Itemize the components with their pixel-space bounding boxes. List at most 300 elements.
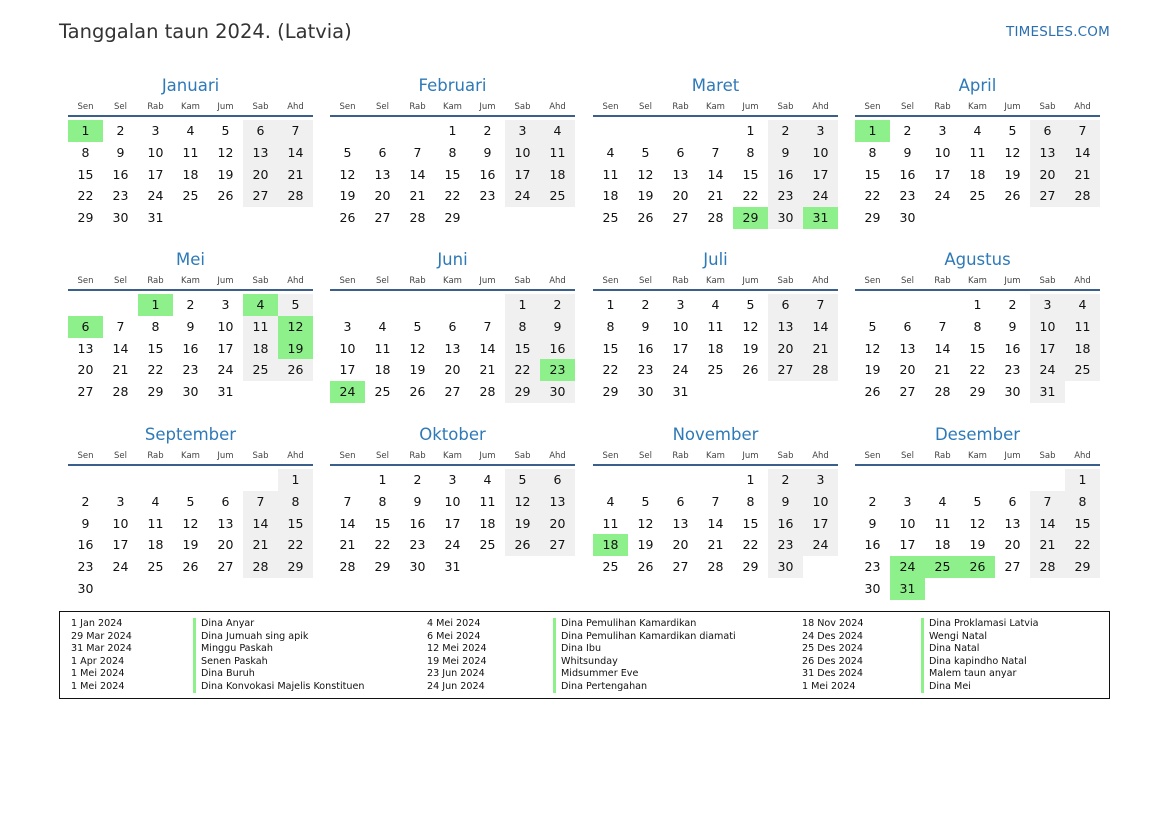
weekday-label: Rab [409, 102, 426, 112]
day-cell: 19 [505, 513, 540, 535]
weekday-label: Kam [181, 451, 200, 461]
holiday-date: 6 Mei 2024 [427, 630, 481, 642]
day-cell: 14 [409, 166, 426, 182]
day-cell: 11 [147, 515, 164, 531]
day-cell: 21 [803, 338, 838, 360]
day-cell: 12 [969, 515, 986, 531]
day-cell: 25 [707, 362, 724, 378]
holiday-day-cell: 25 [925, 556, 960, 578]
day-grid [593, 469, 838, 578]
day-cell: 8 [278, 491, 313, 513]
holiday-name: Dina Anyar [201, 618, 255, 629]
day-cell: 17 [505, 164, 540, 186]
day-cell: 20 [77, 362, 94, 378]
day-cell: 27 [444, 384, 461, 400]
day-cell: 18 [147, 537, 164, 553]
empty-cell [925, 469, 960, 491]
day-cell: 3 [221, 297, 230, 312]
holiday-name: Dina Pertengahan [561, 680, 648, 692]
day-cell: 2 [641, 297, 650, 312]
day-cell: 8 [378, 493, 387, 509]
day-cell: 28 [707, 559, 724, 575]
day-cell: 15 [742, 166, 759, 182]
day-cell: 6 [768, 294, 803, 316]
empty-cell [103, 469, 138, 491]
weekday-label: Sel [901, 102, 914, 112]
day-cell: 14 [479, 340, 496, 356]
empty-cell [138, 469, 173, 491]
day-cell: 22 [77, 188, 94, 204]
day-cell: 6 [903, 318, 912, 334]
day-cell: 15 [77, 166, 94, 182]
day-cell: 10 [934, 144, 951, 160]
day-cell: 12 [409, 340, 426, 356]
holiday-name: Dina Ibu [561, 643, 602, 654]
day-cell: 27 [243, 185, 278, 207]
month-title: Januari [161, 76, 220, 95]
day-cell: 20 [540, 513, 575, 535]
day-cell: 30 [540, 381, 575, 403]
weekday-label: Ahd [1074, 102, 1091, 112]
holiday-names-column [193, 618, 364, 693]
day-cell: 23 [479, 188, 496, 204]
day-cell: 29 [969, 384, 986, 400]
day-cell: 3 [676, 297, 685, 312]
day-cell: 5 [641, 144, 650, 160]
day-cell: 26 [505, 534, 540, 556]
day-cell: 30 [1004, 384, 1021, 400]
day-cell: 25 [182, 188, 199, 204]
holiday-date: 29 Mar 2024 [71, 630, 132, 642]
empty-cell [855, 469, 890, 491]
day-cell: 14 [707, 166, 724, 182]
day-cell: 23 [768, 185, 803, 207]
empty-cell [628, 469, 663, 491]
day-cell: 9 [641, 318, 650, 334]
day-cell: 12 [637, 515, 654, 531]
day-cell: 29 [374, 559, 391, 575]
day-cell: 17 [112, 537, 129, 553]
weekday-header [855, 100, 1100, 117]
holiday-day-cell: 6 [68, 316, 103, 338]
weekday-label: Sel [639, 102, 652, 112]
day-cell: 5 [1008, 123, 1017, 138]
holiday-day-cell: 19 [278, 338, 313, 360]
weekday-label: Sab [252, 102, 269, 112]
empty-cell [925, 294, 960, 316]
weekday-label: Rab [147, 451, 164, 461]
empty-cell [330, 469, 365, 491]
weekday-label: Ahd [812, 451, 829, 461]
day-cell: 15 [278, 513, 313, 535]
day-cell: 3 [505, 120, 540, 142]
month-title: Juni [437, 250, 468, 269]
day-cell: 10 [112, 515, 129, 531]
weekday-label: Rab [147, 102, 164, 112]
day-cell: 7 [711, 493, 720, 509]
day-cell: 12 [1004, 144, 1021, 160]
day-cell: 4 [606, 493, 615, 509]
day-cell: 8 [81, 144, 90, 160]
day-cell: 22 [602, 362, 619, 378]
weekday-label: Ahd [549, 102, 566, 112]
weekday-label: Kam [968, 451, 987, 461]
day-cell: 17 [1030, 338, 1065, 360]
day-cell: 15 [1065, 513, 1100, 535]
day-cell: 26 [742, 362, 759, 378]
weekday-label: Kam [968, 102, 987, 112]
weekday-label: Sen [77, 276, 94, 286]
day-cell: 13 [1030, 142, 1065, 164]
weekday-label: Jum [217, 276, 234, 286]
day-cell: 28 [479, 384, 496, 400]
day-cell: 17 [803, 513, 838, 535]
day-cell: 2 [116, 123, 125, 138]
day-cell: 9 [186, 318, 195, 334]
day-cell: 25 [243, 359, 278, 381]
day-cell: 18 [374, 362, 391, 378]
weekday-label: Ahd [287, 102, 304, 112]
weekday-label: Sab [514, 102, 531, 112]
day-cell: 11 [479, 493, 496, 509]
holiday-name: Dina Proklamasi Latvia [929, 618, 1039, 629]
day-cell: 16 [768, 164, 803, 186]
page-title: Tanggalan taun 2024. (Latvia) [59, 20, 352, 43]
holiday-day-cell: 24 [330, 381, 365, 403]
day-cell: 10 [803, 491, 838, 513]
holiday-dates-column [427, 618, 487, 693]
day-cell: 28 [409, 210, 426, 226]
day-cell: 30 [768, 207, 803, 229]
day-cell: 8 [973, 318, 982, 334]
empty-cell [400, 294, 435, 316]
day-cell: 3 [448, 472, 457, 487]
day-cell: 23 [77, 559, 94, 575]
day-cell: 3 [803, 469, 838, 491]
day-cell: 7 [343, 493, 352, 509]
day-cell: 11 [1065, 316, 1100, 338]
holiday-day-cell: 1 [68, 120, 103, 142]
holiday-name: Dina Pemulihan Kamardikan [561, 618, 697, 629]
weekday-label: Sen [602, 451, 619, 461]
day-cell: 20 [768, 338, 803, 360]
day-cell: 10 [672, 318, 689, 334]
day-cell: 13 [444, 340, 461, 356]
day-cell: 6 [676, 493, 685, 509]
holiday-dates-column [71, 618, 132, 693]
holiday-date: 31 Des 2024 [802, 668, 864, 679]
day-cell: 7 [1065, 120, 1100, 142]
empty-cell [243, 469, 278, 491]
month-title: November [672, 425, 759, 444]
weekday-label: Ahd [1074, 276, 1091, 286]
weekday-label: Sen [864, 451, 881, 461]
weekday-label: Kam [181, 276, 200, 286]
weekday-label: Kam [443, 102, 462, 112]
weekday-label: Rab [409, 276, 426, 286]
day-cell: 4 [186, 123, 195, 138]
empty-cell [68, 294, 103, 316]
day-cell: 5 [505, 469, 540, 491]
holiday-date: 1 Mei 2024 [71, 668, 125, 679]
month-title: Desember [934, 425, 1021, 444]
empty-cell [103, 294, 138, 316]
month-juni [330, 248, 575, 403]
holiday-date: 24 Jun 2024 [427, 680, 485, 692]
day-cell: 24 [505, 185, 540, 207]
empty-cell [365, 294, 400, 316]
weekday-header [330, 100, 575, 117]
weekday-header [330, 274, 575, 291]
day-cell: 2 [1008, 297, 1017, 312]
day-cell: 1 [606, 297, 615, 312]
day-cell: 29 [147, 384, 164, 400]
day-cell: 3 [343, 318, 352, 334]
day-cell: 19 [637, 537, 654, 553]
day-cell: 18 [602, 188, 619, 204]
day-cell: 9 [903, 144, 912, 160]
day-cell: 7 [938, 318, 947, 334]
day-cell: 6 [243, 120, 278, 142]
holiday-name: Midsummer Eve [561, 668, 639, 679]
day-cell: 22 [742, 537, 759, 553]
day-cell: 8 [505, 316, 540, 338]
holiday-name: Wengi Natal [929, 630, 988, 642]
day-cell: 5 [186, 493, 195, 509]
day-cell: 5 [343, 144, 352, 160]
day-cell: 13 [243, 142, 278, 164]
holiday-day-cell: 23 [540, 359, 575, 381]
weekday-label: Sel [376, 276, 389, 286]
day-cell: 18 [969, 166, 986, 182]
weekday-label: Sel [376, 102, 389, 112]
day-cell: 29 [1065, 556, 1100, 578]
month-mei [68, 248, 313, 403]
weekday-label: Ahd [549, 451, 566, 461]
day-cell: 13 [217, 515, 234, 531]
month-oktober [330, 423, 575, 578]
weekday-label: Rab [147, 276, 164, 286]
weekday-label: Sab [252, 451, 269, 461]
day-cell: 31 [1030, 381, 1065, 403]
day-cell: 3 [151, 123, 160, 138]
weekday-label: Sen [602, 276, 619, 286]
holiday-date: 23 Jun 2024 [427, 668, 485, 679]
day-cell: 26 [864, 384, 881, 400]
weekday-label: Sab [1039, 276, 1056, 286]
day-cell: 10 [899, 515, 916, 531]
day-cell: 7 [803, 294, 838, 316]
day-cell: 6 [1030, 120, 1065, 142]
day-cell: 5 [278, 294, 313, 316]
day-cell: 7 [278, 120, 313, 142]
day-cell: 13 [540, 491, 575, 513]
weekday-label: Jum [217, 102, 234, 112]
day-cell: 23 [1004, 362, 1021, 378]
day-cell: 4 [151, 493, 160, 509]
holiday-date: 18 Nov 2024 [802, 618, 864, 629]
day-cell: 1 [505, 294, 540, 316]
day-cell: 15 [969, 340, 986, 356]
day-cell: 19 [637, 188, 654, 204]
day-cell: 18 [540, 164, 575, 186]
day-cell: 5 [413, 318, 422, 334]
empty-cell [890, 469, 925, 491]
day-cell: 23 [637, 362, 654, 378]
day-cell: 7 [243, 491, 278, 513]
day-cell: 2 [81, 493, 90, 509]
holiday-date: 25 Des 2024 [802, 643, 864, 654]
day-cell: 27 [1030, 185, 1065, 207]
day-cell: 3 [116, 493, 125, 509]
day-cell: 10 [505, 142, 540, 164]
day-cell: 15 [374, 515, 391, 531]
day-cell: 25 [602, 210, 619, 226]
day-grid [855, 294, 1100, 403]
day-cell: 12 [339, 166, 356, 182]
day-cell: 17 [217, 340, 234, 356]
day-cell: 2 [483, 123, 492, 138]
day-cell: 31 [217, 384, 234, 400]
day-cell: 30 [768, 556, 803, 578]
empty-cell [330, 294, 365, 316]
weekday-label: Jum [1004, 102, 1021, 112]
day-cell: 21 [1030, 534, 1065, 556]
day-cell: 9 [483, 144, 492, 160]
day-cell: 19 [217, 166, 234, 182]
day-cell: 3 [803, 120, 838, 142]
empty-cell [995, 469, 1030, 491]
empty-cell [698, 469, 733, 491]
holiday-name: Minggu Paskah [201, 643, 273, 654]
day-cell: 28 [934, 384, 951, 400]
weekday-label: Ahd [287, 276, 304, 286]
day-cell: 26 [182, 559, 199, 575]
weekday-label: Sab [514, 276, 531, 286]
weekday-header [855, 274, 1100, 291]
weekday-label: Kam [706, 102, 725, 112]
day-cell: 28 [1030, 556, 1065, 578]
day-cell: 5 [641, 493, 650, 509]
weekday-label: Ahd [812, 276, 829, 286]
day-grid [593, 120, 838, 229]
day-cell: 8 [746, 144, 755, 160]
holiday-date: 26 Des 2024 [802, 655, 864, 667]
day-cell: 28 [803, 359, 838, 381]
day-cell: 8 [1065, 491, 1100, 513]
day-cell: 28 [243, 556, 278, 578]
day-cell: 14 [112, 340, 129, 356]
day-cell: 7 [116, 318, 125, 334]
day-cell: 9 [413, 493, 422, 509]
weekday-label: Ahd [549, 276, 566, 286]
site-link[interactable]: TIMESLES.COM [1006, 24, 1110, 40]
day-cell: 10 [803, 142, 838, 164]
day-cell: 8 [448, 144, 457, 160]
holiday-name: Whitsunday [561, 655, 618, 667]
weekday-label: Jum [1004, 276, 1021, 286]
day-cell: 18 [479, 515, 496, 531]
weekday-label: Sel [901, 451, 914, 461]
day-cell: 7 [711, 144, 720, 160]
day-cell: 21 [1065, 164, 1100, 186]
empty-cell [890, 294, 925, 316]
day-cell: 30 [182, 384, 199, 400]
day-cell: 4 [973, 123, 982, 138]
day-cell: 19 [969, 537, 986, 553]
empty-cell [960, 469, 995, 491]
day-cell: 18 [1065, 338, 1100, 360]
day-cell: 26 [278, 359, 313, 381]
day-cell: 5 [746, 297, 755, 312]
weekday-header [330, 449, 575, 466]
holiday-date: 31 Mar 2024 [71, 643, 132, 654]
day-cell: 9 [1008, 318, 1017, 334]
day-cell: 11 [969, 144, 986, 160]
weekday-label: Sen [339, 451, 356, 461]
day-cell: 22 [444, 188, 461, 204]
holiday-date: 1 Mei 2024 [71, 680, 125, 692]
day-cell: 21 [409, 188, 426, 204]
empty-cell [663, 120, 698, 142]
day-cell: 11 [602, 166, 619, 182]
weekday-header [855, 449, 1100, 466]
day-cell: 31 [147, 210, 164, 226]
day-cell: 12 [637, 166, 654, 182]
month-september [68, 423, 313, 600]
day-cell: 25 [969, 188, 986, 204]
day-cell: 14 [1065, 142, 1100, 164]
day-cell: 21 [707, 537, 724, 553]
day-cell: 19 [742, 340, 759, 356]
weekday-label: Sen [77, 102, 94, 112]
weekday-label: Sab [777, 276, 794, 286]
day-cell: 18 [243, 338, 278, 360]
day-cell: 20 [243, 164, 278, 186]
empty-cell [330, 120, 365, 142]
day-cell: 30 [864, 580, 881, 596]
day-cell: 6 [221, 493, 230, 509]
day-cell: 16 [112, 166, 129, 182]
day-cell: 19 [339, 188, 356, 204]
day-grid [855, 120, 1100, 229]
weekday-label: Rab [672, 451, 689, 461]
day-cell: 6 [448, 318, 457, 334]
day-cell: 4 [1065, 294, 1100, 316]
day-cell: 8 [868, 144, 877, 160]
day-cell: 14 [243, 513, 278, 535]
day-cell: 24 [112, 559, 129, 575]
weekday-label: Rab [934, 451, 951, 461]
day-cell: 5 [868, 318, 877, 334]
month-title: Februari [418, 76, 487, 95]
day-cell: 16 [637, 340, 654, 356]
month-april [855, 74, 1100, 229]
empty-cell [173, 469, 208, 491]
day-cell: 8 [606, 318, 615, 334]
day-cell: 3 [903, 493, 912, 509]
day-cell: 15 [147, 340, 164, 356]
empty-cell [400, 120, 435, 142]
weekday-header [68, 449, 313, 466]
weekday-label: Rab [672, 276, 689, 286]
day-cell: 27 [374, 210, 391, 226]
weekday-header [593, 449, 838, 466]
day-cell: 11 [243, 316, 278, 338]
holiday-date: 1 Mei 2024 [802, 680, 856, 692]
holiday-names-column [553, 618, 736, 693]
holiday-date: 1 Jan 2024 [71, 618, 123, 629]
